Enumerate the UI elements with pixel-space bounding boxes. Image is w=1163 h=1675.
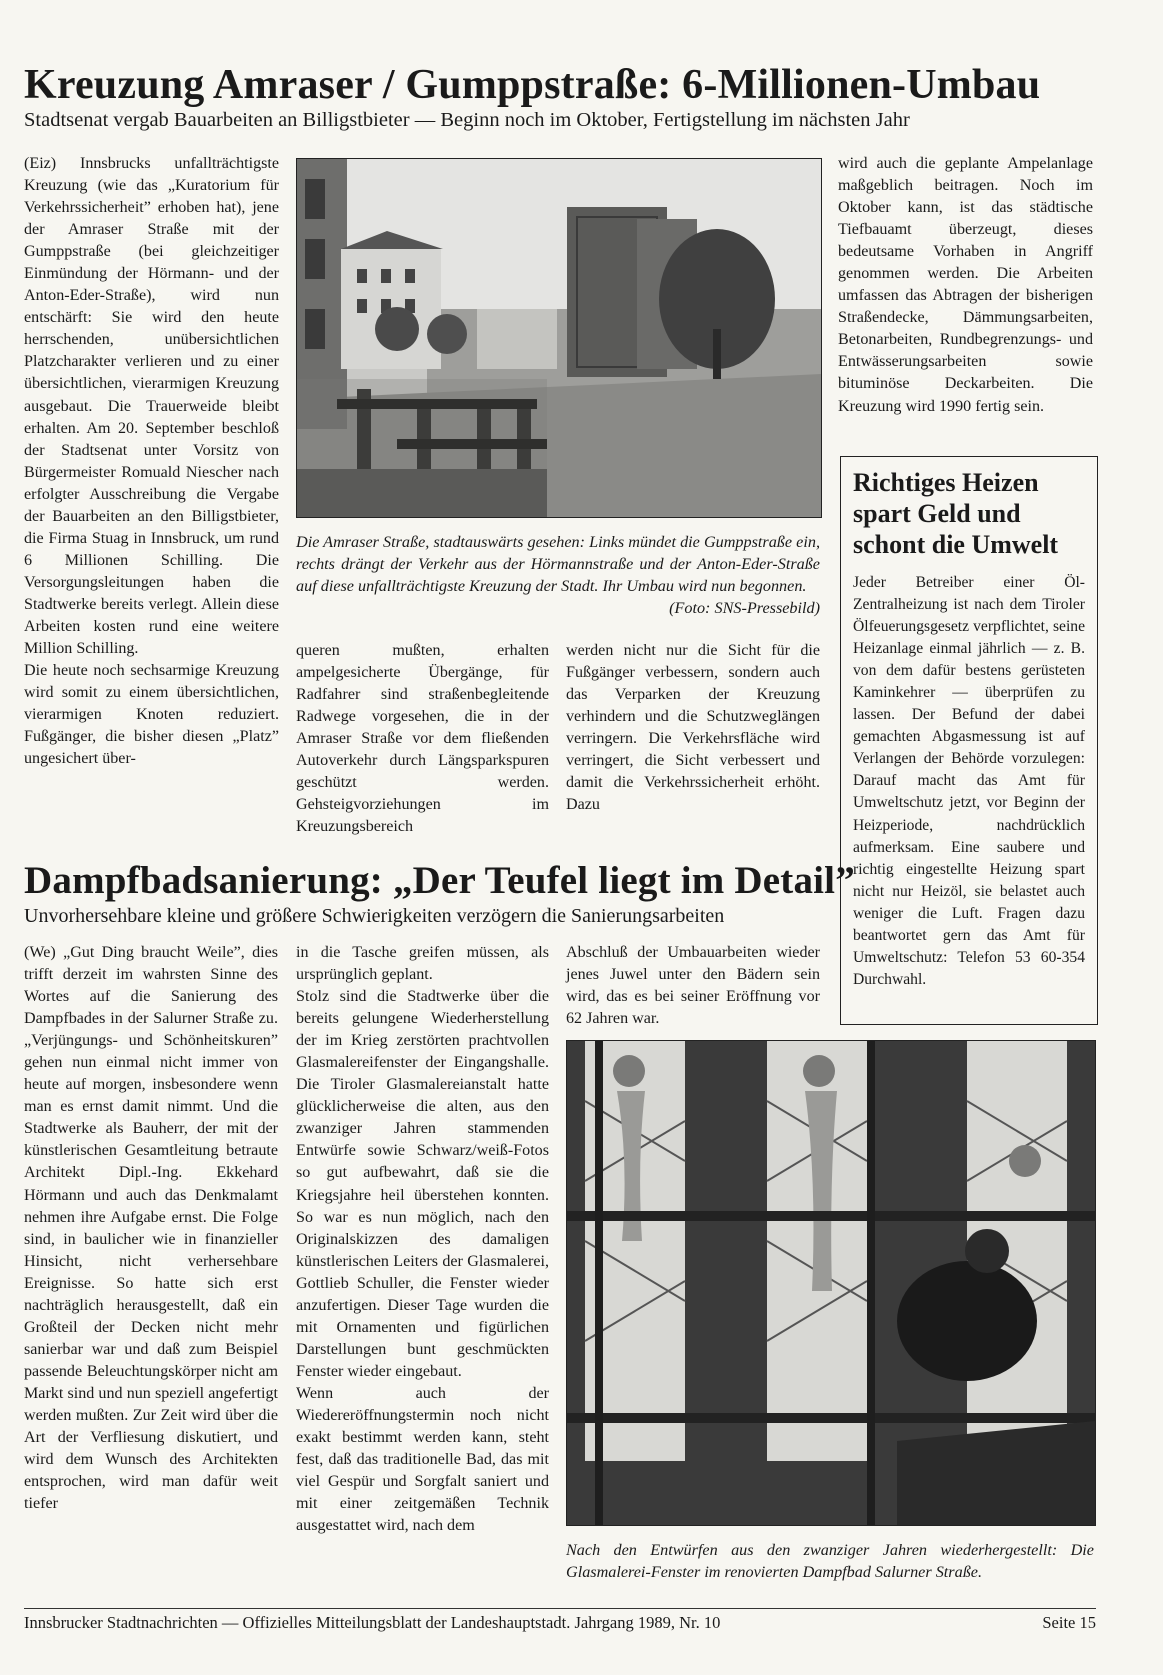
article2-paragraph: Abschluß der Umbauarbeiten wieder jenes Juwel unter den Bädern sein wird, das es bei seiner Eröffnung vor 62 Jahren war. bbox=[566, 944, 820, 1028]
footer-publication: Innsbrucker Stadtnachrichten — Offizielles Mitteilungsblatt der Landeshauptstadt. Jahrgang 1989, Nr. 10 bbox=[24, 1613, 721, 1632]
article1-column-3 bbox=[566, 640, 820, 816]
intersection-photo-caption bbox=[296, 531, 820, 619]
heizen-info-box bbox=[840, 456, 1098, 1025]
heizen-box-title: Richtiges Heizen spart Geld und schont die Umwelt bbox=[853, 468, 1059, 559]
headline-dampfbad: Dampfbadsanierung: „Der Teufel liegt im Detail” bbox=[24, 859, 855, 902]
article1-paragraph: queren mußten, erhalten ampelgesicherte Übergänge, für Radfahrer sind straßenbegleitende Radwege vorgesehen, die in der Amraser Straße vor dem fließenden Autoverkehr durch Längsparkspuren geschützt werden. Gehsteigvorziehungen im Kreuzungsbereich bbox=[296, 642, 549, 836]
intersection-photo bbox=[296, 158, 822, 518]
intersection-photo-image bbox=[297, 159, 821, 517]
article2-column-3 bbox=[566, 942, 820, 1030]
article2-column-1 bbox=[24, 942, 278, 1515]
photo-caption-text: Die Amraser Straße, stadtauswärts gesehen: Links mündet die Gumppstraße ein, rechts drängt der Verkehr aus der Hörmannstraße und der Anton-Eder-Straße auf diese unfallträchtigste Kreuzung der Stadt. Ihr Umbau wird nun begonnen. bbox=[296, 533, 820, 595]
article1-column-4 bbox=[838, 153, 1093, 418]
article2-paragraph: (We) „Gut Ding braucht Weile”, dies trifft derzeit im wahrsten Sinne des Wortes auf die Sanierung des Dampfbades in der Salurner Straße zu. „Verjüngungs- und Schönheitskuren” gehen nun einmal nicht immer von heute auf morgen, insbesondere wenn man es ernst damit nimmt. Und die Stadtwerke als Bauherr, der mit der künstlerischen Gesamtleitung betraute Architekt Dipl.-Ing. Ekkehard Hörmann und auch das Denkmalamt nehmen ihre Aufgabe ernst. Die Folge sind, in baulicher wie in finanzieller Hinsicht, nicht verhersehbare Ereignisse. So hatte sich erst nachträglich herausgestellt, daß ein Großteil der Decken nicht mehr sanierbar war und daß zum Beispiel passende Beleuchtungskörper nicht am Markt sind und nun speziell angefertigt werden mußten. Zur Zeit wird über die Art der Verfliesung diskutiert, und wird dem Wunsch des Architekten entsprochen, wird man dafür weit tiefer bbox=[24, 944, 278, 1513]
article1-paragraph: wird auch die geplante Ampelanlage maßgeblich beitragen. Noch im Oktober kann, ist das städtische Tiefbauamt überzeugt, dieses bedeutsame Vorhaben in Angriff genommen werden. Die Arbeiten umfassen das Abtragen der bisherigen Straßendecke, Dämmungsarbeiten, Betonarbeiten, Rundbegrenzungs- und Entwässerungsarbeiten sowie bituminöse Deckarbeiten. Die Kreuzung wird 1990 fertig sein. bbox=[838, 155, 1093, 415]
article1-paragraph: Die heute noch sechsarmige Kreuzung wird somit zu einem übersichtlichen, vierarmigen Knoten reduziert. Fußgänger, die bisher diesen „Platz” ungesichert über- bbox=[24, 662, 279, 768]
stained-glass-caption: Nach den Entwürfen aus den zwanziger Jahren wiederhergestellt: Die Glasmalerei-Fenster im renovierten Dampfbad Salurner Straße. bbox=[566, 1541, 1094, 1581]
photo-credit: (Foto: SNS-Pressebild) bbox=[669, 599, 820, 617]
article1-column-1 bbox=[24, 153, 279, 770]
article1-paragraph: werden nicht nur die Sicht für die Fußgänger verbessern, sondern auch das Verparken der Kreuzung verhindern und die Schutzweglängen verringern. Die Verkehrsfläche wird verringert, die Sicht verbessert und damit die Verkehrssicherheit erhöht. Dazu bbox=[566, 642, 820, 814]
subheadline-kreuzung: Stadtsenat vergab Bauarbeiten an Billigstbieter — Beginn noch im Oktober, Fertigstellung im nächsten Jahr bbox=[24, 109, 910, 131]
subheadline-dampfbad: Unvorhersehbare kleine und größere Schwierigkeiten verzögern die Sanierungsarbeiten bbox=[24, 905, 725, 927]
stained-glass-photo-image bbox=[567, 1041, 1095, 1525]
article2-column-2 bbox=[296, 942, 549, 1537]
stained-glass-photo bbox=[566, 1040, 1096, 1526]
page-number: Seite 15 bbox=[1042, 1613, 1096, 1632]
article2-paragraph: Stolz sind die Stadtwerke über die bereits gelungene Wiederherstellung der im Krieg zerstörten prachtvollen Glasmalereifenster der Eingangshalle. Die Tiroler Glasmalereianstalt hatte glücklicherweise die alten, aus den zwanziger Jahren stammenden Entwürfe sowie Schwarz/weiß-Fotos so gut aufbewahrt, daß sie die Kriegsjahre heil überstehen konnten. So war es nun möglich, nach den Originalskizzen des damaligen künstlerischen Leiters der Glasmalerei, Gottlieb Schuller, die Fenster wieder anzufertigen. Dieser Tage wurden die mit Ornamenten und figürlichen Darstellungen bunt geschmückten Fenster wieder eingebaut. bbox=[296, 988, 549, 1380]
headline-kreuzung: Kreuzung Amraser / Gumppstraße: 6-Millionen-Umbau bbox=[24, 62, 1041, 108]
article1-column-2 bbox=[296, 640, 549, 838]
footer-rule bbox=[24, 1608, 1096, 1609]
heizen-box-text: Jeder Betreiber einer Öl-Zentralheizung ist nach dem Tiroler Ölfeuerungsgesetz verpflichtet, seine Heizanlage einmal jährlich — z. B. von dem dafür bestens gerüsteten Kaminkehrer — überprüfen zu lassen. Der Befund der dabei gemachten Abgasmessung ist auf Verlangen der Behörde vorzulegen: Darauf macht das Amt für Umweltschutz jetzt, vor Beginn der Heizperiode, nachdrücklich aufmerksam. Eine saubere und richtig eingestellte Heizung spart nicht nur Heizöl, sie belastet auch weniger die Luft. Fragen dazu beantwortet gern das Amt für Umweltschutz: Telefon 53 60-354 Durchwahl. bbox=[853, 574, 1085, 988]
article2-paragraph: in die Tasche greifen müssen, als ursprünglich geplant. bbox=[296, 944, 549, 984]
article1-paragraph: (Eiz) Innsbrucks unfallträchtigste Kreuzung (wie das „Kuratorium für Verkehrssicherheit” erhoben hat), jene der Amraser Straße mit der Gumppstraße (bei gleichzeitiger Einmündung der Hörmann- und der Anton-Eder-Straße), wird nun entschärft: Sie wird den heute herrschenden, unübersichtlichen Platzcharakter verlieren und zu einer übersichtlichen, vierarmigen Kreuzung ausgebaut. Die Trauerweide bleibt erhalten. Am 20. September beschloß der Stadtsenat unter Vorsitz von Bürgermeister Romuald Niescher nach erfolgter Ausschreibung die Vergabe der Bauarbeiten an den Billigstbieter, die Firma Stuag in Innsbruck, um rund 6 Millionen Schilling. Die Versorgungsleitungen haben die Stadtwerke bereits verlegt. Allein diese Arbeiten kosten rund eine weitere Million Schilling. bbox=[24, 155, 279, 658]
article2-paragraph: Wenn auch der Wiedereröffnungstermin noch nicht exakt bestimmt werden kann, steht fest, daß das traditionelle Bad, das mit viel Gespür und Sorgfalt saniert und mit einer zeitgemäßen Technik ausgestattet wird, nach dem bbox=[296, 1384, 549, 1535]
